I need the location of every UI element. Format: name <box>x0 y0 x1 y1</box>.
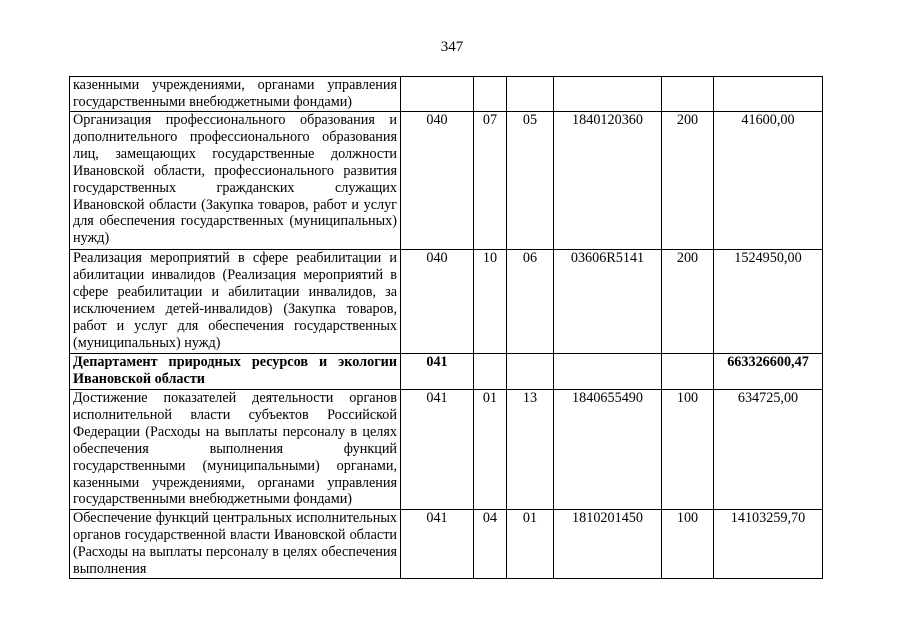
target-article-cell: 1840120360 <box>554 112 662 250</box>
subsection-code-cell <box>507 77 554 112</box>
expense-type-cell: 200 <box>662 250 714 354</box>
target-article-cell <box>554 77 662 112</box>
target-article-cell: 1810201450 <box>554 510 662 579</box>
expense-type-cell: 100 <box>662 510 714 579</box>
page-number: 347 <box>440 39 464 55</box>
amount-cell <box>714 77 823 112</box>
table-row <box>70 250 823 354</box>
section-code-cell: 10 <box>474 250 507 354</box>
amount-cell: 1524950,00 <box>714 250 823 354</box>
table-row <box>70 112 823 250</box>
ved-code-cell: 040 <box>401 112 474 250</box>
target-article-cell: 03606R5141 <box>554 250 662 354</box>
expense-type-cell: 200 <box>662 112 714 250</box>
expense-type-cell <box>662 354 714 390</box>
subsection-code-cell <box>507 354 554 390</box>
table-row-department <box>70 354 823 390</box>
expense-name-cell: казенными учреждениями, органами управления государственными внебюджетными фондами) <box>70 77 401 112</box>
amount-cell: 41600,00 <box>714 112 823 250</box>
department-total-cell: 663326600,47 <box>714 354 823 390</box>
ved-code-cell <box>401 77 474 112</box>
subsection-code-cell: 06 <box>507 250 554 354</box>
expense-name-cell: Достижение показателей деятельности органов исполнительной власти субъектов Российской Федерации (Расходы на выплаты персоналу в целях обеспечения выполнения функций государственными (муниципальными) органами, казенными учреждениями, органами управления государственными внебюджетными фондами) <box>70 390 401 510</box>
amount-cell: 634725,00 <box>714 390 823 510</box>
expense-type-cell: 100 <box>662 390 714 510</box>
table-body <box>70 77 823 579</box>
budget-table <box>69 76 823 579</box>
subsection-code-cell: 05 <box>507 112 554 250</box>
department-name-cell: Департамент природных ресурсов и экологии Ивановской области <box>70 354 401 390</box>
section-code-cell <box>474 354 507 390</box>
expense-name-cell: Организация профессионального образования и дополнительного профессионального образования лиц, замещающих государственные должности Ивановской области, профессионального развития государственных гражданских служащих Ивановской области (Закупка товаров, работ и услуг для обеспечения государственных (муниципальных) нужд) <box>70 112 401 250</box>
expense-name-cell: Реализация мероприятий в сфере реабилитации и абилитации инвалидов (Реализация мероприятий в сфере реабилитации и абилитации инвалидов, за исключением детей-инвалидов) (Закупка товаров, работ и услуг для обеспечения государственных (муниципальных) нужд) <box>70 250 401 354</box>
expense-type-cell <box>662 77 714 112</box>
table-row <box>70 510 823 579</box>
table-row <box>70 390 823 510</box>
amount-cell: 14103259,70 <box>714 510 823 579</box>
table-row <box>70 77 823 112</box>
ved-code-cell: 040 <box>401 250 474 354</box>
section-code-cell: 07 <box>474 112 507 250</box>
expense-name-cell: Обеспечение функций центральных исполнительных органов государственной власти Ивановской области (Расходы на выплаты персоналу в целях обеспечения выполнения <box>70 510 401 579</box>
target-article-cell: 1840655490 <box>554 390 662 510</box>
ved-code-cell: 041 <box>401 354 474 390</box>
section-code-cell <box>474 77 507 112</box>
ved-code-cell: 041 <box>401 510 474 579</box>
section-code-cell: 04 <box>474 510 507 579</box>
subsection-code-cell: 13 <box>507 390 554 510</box>
target-article-cell <box>554 354 662 390</box>
subsection-code-cell: 01 <box>507 510 554 579</box>
ved-code-cell: 041 <box>401 390 474 510</box>
section-code-cell: 01 <box>474 390 507 510</box>
